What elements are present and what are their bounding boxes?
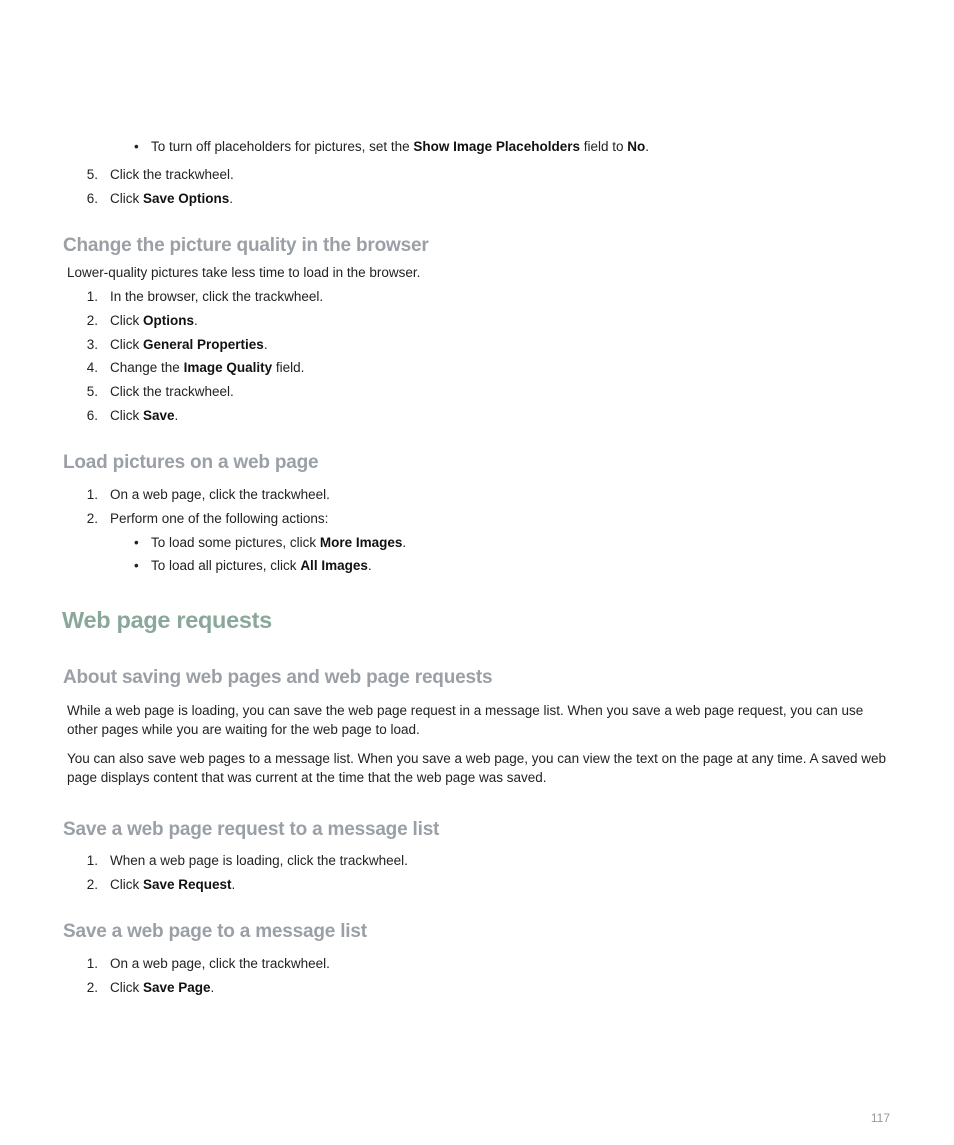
list-item-step [84,954,330,973]
step-text: On a web page, click the trackwheel. [110,956,330,971]
step-number: 6. [86,408,98,423]
step-number: 2. [86,511,98,526]
step-text: Click Save. [110,408,179,423]
bullet-text: To turn off placeholders for pictures, set the Show Image Placeholders field to No. [151,139,650,154]
bullet-icon: • [134,139,139,154]
section-heading-about-saving: About saving web pages and web page requests [63,667,493,688]
step-number: 2. [86,980,98,995]
section-heading-load-pictures: Load pictures on a web page [63,452,319,473]
step-text: When a web page is loading, click the trackwheel. [110,853,408,868]
section-description: Lower-quality pictures take less time to load in the browser. [67,265,421,280]
list-item-step [84,311,198,330]
page-number: 117 [870,1111,890,1125]
step-number: 1. [86,956,98,971]
bullet-icon: • [134,535,139,550]
step-text: Click Options. [110,313,198,328]
step-text: Click Save Request. [110,877,236,892]
step-number: 5. [86,167,98,182]
section-heading-picture-quality: Change the picture quality in the browser [63,235,429,256]
step-text: In the browser, click the trackwheel. [110,289,324,304]
list-item-bullet [134,137,650,156]
step-number: 1. [86,853,98,868]
step-number: 3. [86,337,98,352]
list-item-step [84,851,408,870]
list-item-step [84,165,234,184]
chapter-title: Web page requests [62,607,272,633]
list-item-step [84,189,234,208]
list-item-step [84,335,268,354]
paragraph: While a web page is loading, you can save the web page request in a message list. When you save a web page request, you can use other pages while you are waiting for the web page to load. [67,703,864,737]
step-number: 5. [86,384,98,399]
step-text: Click the trackwheel. [110,384,234,399]
step-number: 6. [86,191,98,206]
step-number: 1. [86,289,98,304]
paragraph: You can also save web pages to a message list. When you save a web page, you can view the text on the page at any time. A saved web page displays content that was current at the time that the web page was saved. [67,751,887,785]
bullet-icon: • [134,558,139,573]
step-number: 4. [86,360,98,375]
list-item-bullet [134,556,372,575]
section-heading-save-request: Save a web page request to a message list [63,819,440,840]
list-item-step [84,978,215,997]
list-item-step [84,358,305,377]
step-text: Perform one of the following actions: [110,511,329,526]
step-text: Change the Image Quality field. [110,360,305,375]
bullet-text: To load all pictures, click All Images. [151,558,372,573]
step-text: Click Save Options. [110,191,234,206]
step-number: 2. [86,877,98,892]
step-text: On a web page, click the trackwheel. [110,487,330,502]
list-item-step [84,382,234,401]
list-item-step [84,287,324,306]
list-item-step [84,509,329,528]
list-item-bullet [134,533,407,552]
list-item-step [84,406,179,425]
step-text: Click the trackwheel. [110,167,234,182]
list-item-step [84,875,236,894]
step-text: Click General Properties. [110,337,268,352]
bullet-text: To load some pictures, click More Images. [151,535,407,550]
list-item-step [84,485,330,504]
section-heading-save-page: Save a web page to a message list [63,921,367,942]
step-number: 1. [86,487,98,502]
step-number: 2. [86,313,98,328]
step-text: Click Save Page. [110,980,215,995]
